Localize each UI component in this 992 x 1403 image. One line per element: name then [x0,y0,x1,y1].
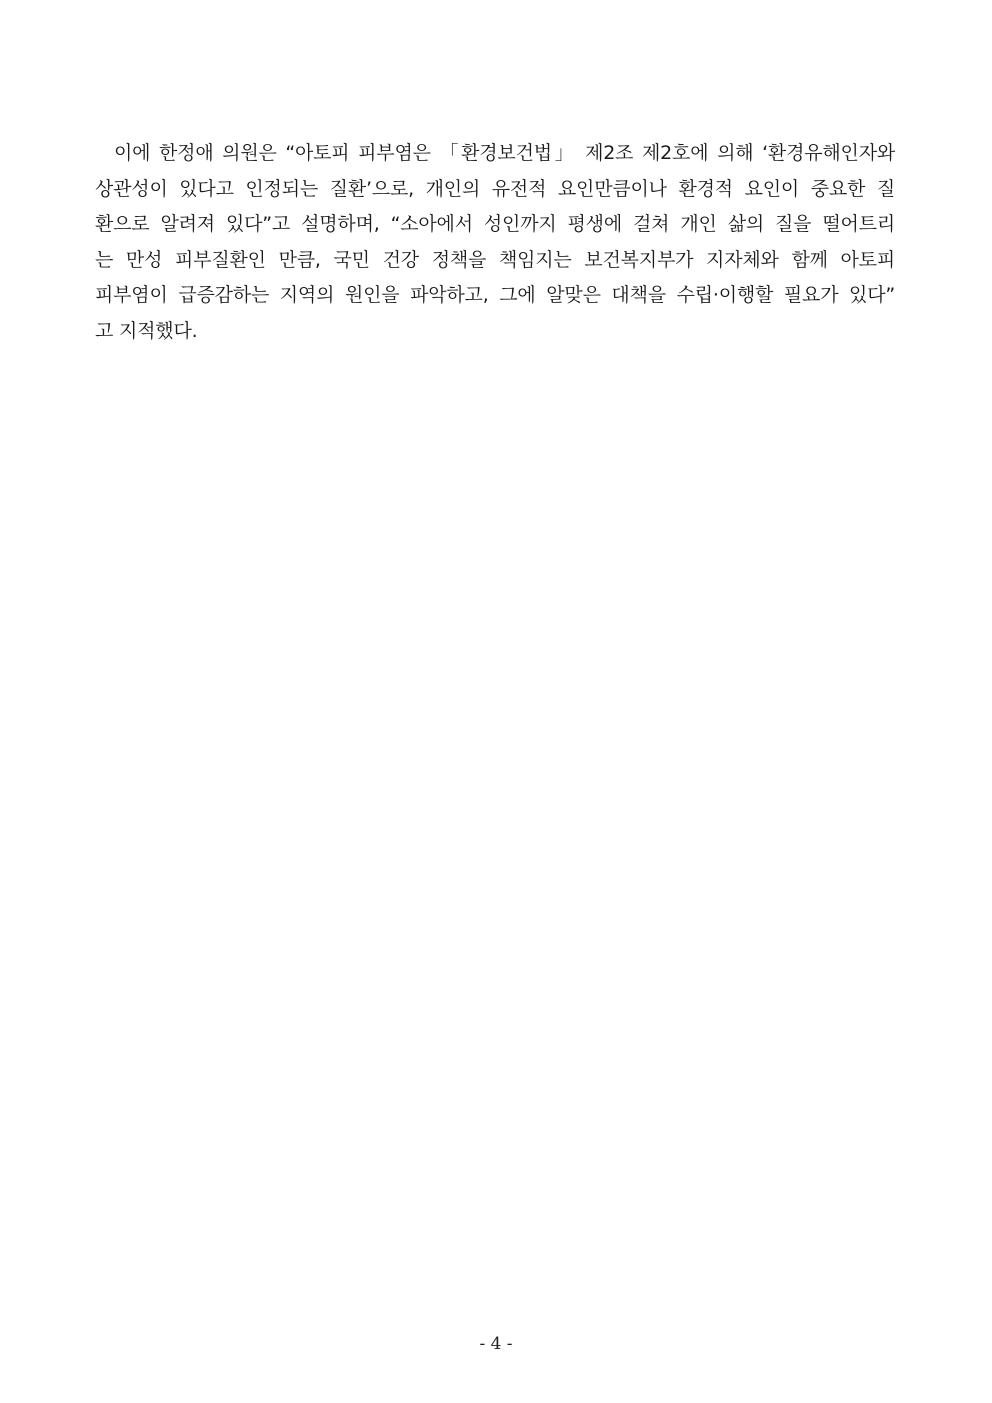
body-paragraph [95,136,895,350]
page-number: - 4 - [479,1334,513,1354]
paragraph-line: 환으로 알려져 있다”고 설명하며, “소아에서 성인까지 평생에 걸쳐 개인 삶의 질을 떨어트리 [95,213,895,236]
paragraph-line: 피부염이 급증감하는 지역의 원인을 파악하고, 그에 알맞은 대책을 수립·이행할 필요가 있다” [95,284,895,307]
paragraph-line: 고 지적했다. [95,319,198,342]
paragraph-line: 는 만성 피부질환인 만큼, 국민 건강 정책을 책임지는 보건복지부가 지자체와 함께 아토피 [95,248,895,271]
paragraph-line: 이에 한정애 의원은 “아토피 피부염은 「환경보건법」 제2조 제2호에 의해 ‘환경유해인자와 [114,142,895,164]
paragraph-line: 상관성이 있다고 인정되는 질환’으로, 개인의 유전적 요인만큼이나 환경적 요인이 중요한 질 [95,177,895,200]
